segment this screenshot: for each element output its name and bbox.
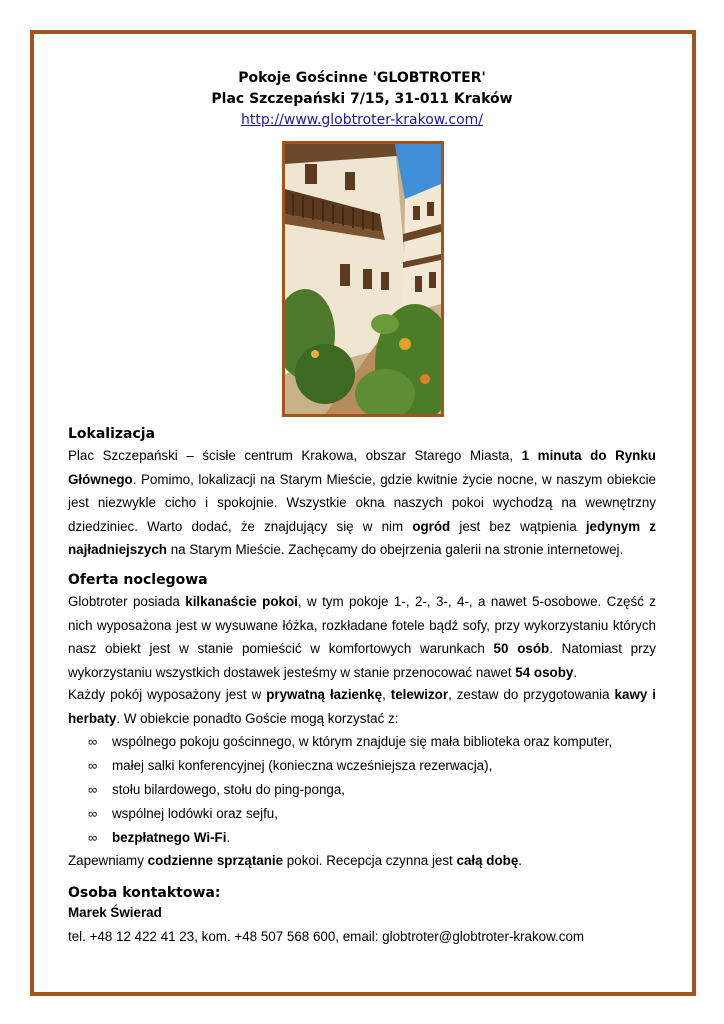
text-run: na Starym Mieście. Zachęcamy do obejrzenia galerii na stronie internetowej. bbox=[166, 542, 624, 557]
list-item bbox=[68, 754, 656, 778]
website-link[interactable]: http://www.globtroter-krakow.com/ bbox=[241, 112, 483, 128]
infinity-bullet-icon: ∞ bbox=[88, 734, 98, 749]
location-paragraph bbox=[68, 444, 656, 562]
infinity-bullet-icon: ∞ bbox=[88, 758, 98, 773]
text-run: jest bez wątpienia bbox=[450, 518, 586, 534]
list-item bbox=[68, 730, 656, 754]
text-run: pokoi. Recepcja czynna jest bbox=[283, 853, 457, 868]
contact-details: tel. +48 12 422 41 23, kom. +48 507 568 600, email: globtroter@globtroter-krakow.com bbox=[68, 929, 585, 944]
courtyard-photo bbox=[282, 141, 444, 417]
text-run: . Pomimo, lokalizacji na Starym Mieście, gdzie kwitnie życie nocne, w naszym obiekcie jest niezwykle cicho i spokojnie. Wszystkie okna naszych pokoi wychodzą na wewnętrzny dziedziniec. Warto dodać, że znajdujący się w nim bbox=[68, 471, 656, 534]
section-title-contact: Osoba kontaktowa: bbox=[68, 885, 221, 901]
offer-paragraph-1 bbox=[68, 590, 656, 684]
text-run-bold: ogród bbox=[412, 518, 451, 534]
section-title-location: Lokalizacja bbox=[68, 426, 156, 442]
text-run: Każdy pokój wyposażony jest w bbox=[68, 687, 267, 702]
text-run: , zestaw do przygotowania bbox=[448, 687, 615, 702]
contact-person: Marek Świerad bbox=[68, 905, 162, 920]
text-run: Zapewniamy bbox=[68, 853, 148, 868]
text-run-bold: codzienne sprzątanie bbox=[147, 853, 284, 868]
text-run-bold: kilkanaście pokoi bbox=[185, 594, 298, 609]
infinity-bullet-icon: ∞ bbox=[88, 806, 98, 821]
list-item-text: małej salki konferencyjnej (konieczna wcześniejsza rezerwacja), bbox=[112, 758, 493, 773]
text-run-bold: jedynym z najładniejszych bbox=[68, 518, 656, 557]
list-item-text-bold: bezpłatnego Wi-Fi bbox=[112, 830, 227, 845]
text-run: Globtroter posiada bbox=[68, 594, 186, 609]
list-item bbox=[68, 826, 656, 850]
page-header bbox=[68, 68, 656, 131]
text-run-bold: całą dobę bbox=[456, 853, 519, 868]
courtyard-illustration bbox=[285, 144, 441, 414]
list-item-text: stołu bilardowego, stołu do ping-ponga, bbox=[112, 782, 346, 797]
hotel-address: Plac Szczepański 7/15, 31-011 Kraków bbox=[211, 91, 513, 107]
infinity-bullet-icon: ∞ bbox=[88, 782, 98, 797]
list-item bbox=[68, 802, 656, 826]
list-item bbox=[68, 778, 656, 802]
text-run-bold: telewizor bbox=[390, 687, 449, 702]
text-run: Plac Szczepański – ścisłe centrum Krakowa, obszar Starego Miasta, bbox=[68, 448, 522, 463]
offer-paragraph-3 bbox=[68, 849, 656, 873]
text-run: , w tym pokoje 1-, 2-, 3-, 4-, a nawet 5-osobowe. Część z nich wyposażona jest w wysuwane łóżka, rozkładane fotele bądź sofy, przy wykorzystaniu których nasz obiekt jest w stanie pomieścić w komfortowych warunkach bbox=[68, 594, 656, 656]
text-run: . W obiekcie ponadto Goście mogą korzystać z: bbox=[116, 710, 399, 726]
list-item-text: wspólnego pokoju gościnnego, w którym znajduje się mała biblioteka oraz komputer, bbox=[112, 734, 613, 749]
amenities-list bbox=[68, 730, 656, 850]
text-run-bold: 54 osoby bbox=[515, 664, 574, 680]
text-run: , bbox=[382, 687, 391, 702]
text-run: . bbox=[518, 853, 523, 868]
infinity-bullet-icon: ∞ bbox=[88, 830, 98, 845]
text-run: . Natomiast przy wykorzystaniu wszystkich dostawek jesteśmy w stanie przenocować nawet bbox=[68, 641, 656, 680]
text-run-bold: kawy i herbaty bbox=[68, 687, 656, 726]
list-item-text: wspólnej lodówki oraz sejfu, bbox=[112, 806, 278, 821]
section-title-offer: Oferta noclegowa bbox=[68, 572, 208, 588]
text-run: . bbox=[573, 664, 578, 680]
text-run: . bbox=[226, 830, 231, 845]
text-run-bold: 1 minuta do Rynku Głównego bbox=[68, 448, 656, 487]
offer-paragraph-2 bbox=[68, 683, 656, 730]
text-run-bold: prywatną łazienkę bbox=[266, 687, 383, 702]
text-run-bold: 50 osób bbox=[493, 641, 550, 656]
hotel-name: Pokoje Gościnne 'GLOBTROTER' bbox=[238, 70, 486, 86]
